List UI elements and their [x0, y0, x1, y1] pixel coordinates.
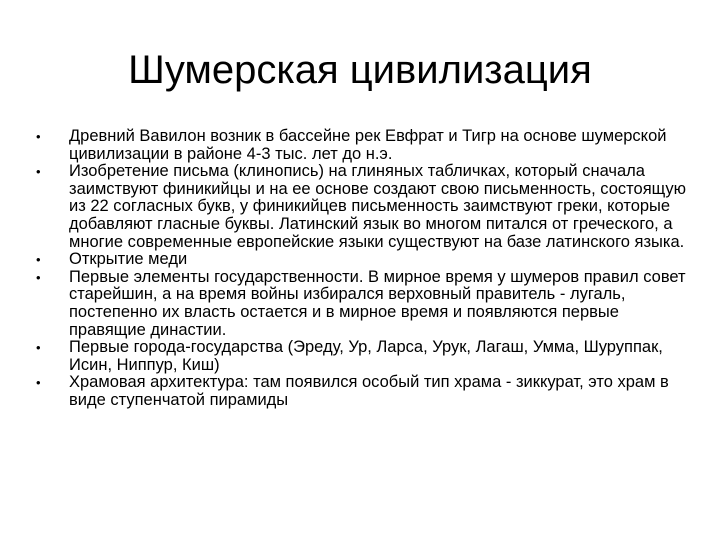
bullet-text: Первые элементы государственности. В мирное время у шумеров правил совет старейшин, а на время войны избирался верховный правитель - лугаль, постепенно их власть остается и в мирное время и появляются первые правящие династии.: [69, 267, 686, 339]
list-item: [36, 251, 696, 269]
bullet-icon: •: [36, 269, 41, 285]
bullet-text: Открытие меди: [69, 250, 188, 269]
bullet-text: Первые города-государства (Эреду, Ур, Ларса, Урук, Лагаш, Умма, Шуруппак, Исин, Ниппур, Киш): [69, 338, 663, 374]
bullet-list: [36, 128, 696, 410]
bullet-icon: •: [36, 340, 41, 356]
bullet-icon: •: [36, 164, 41, 180]
bullet-text: Древний Вавилон возник в бассейне рек Евфрат и Тигр на основе шумерской цивилизации в районе 4-3 тыс. лет до н.э.: [69, 127, 667, 163]
list-item: [36, 163, 696, 251]
bullet-icon: •: [36, 129, 41, 144]
bullet-text: Изобретение письма (клинопись) на глиняных табличках, который сначала заимствуют финикийцы и на ее основе создают свою письменность, состоящую из 22 согласных букв, у финикийцев письменность заимствуют греки, которые добавляют гласные буквы. Латинский язык во многом питался от греческого, а многие современные европейские языки существуют на базе латинского языка.: [69, 162, 687, 251]
list-item: [36, 269, 696, 339]
list-item: [36, 339, 696, 374]
list-item: [36, 128, 696, 163]
bullet-text: Храмовая архитектура: там появился особый тип храма - зиккурат, это храм в виде ступенчатой пирамиды: [69, 373, 669, 409]
slide-title: Шумерская цивилизация: [128, 48, 592, 92]
bullet-icon: •: [36, 252, 41, 268]
list-item: [36, 374, 696, 409]
bullet-icon: •: [36, 375, 41, 391]
